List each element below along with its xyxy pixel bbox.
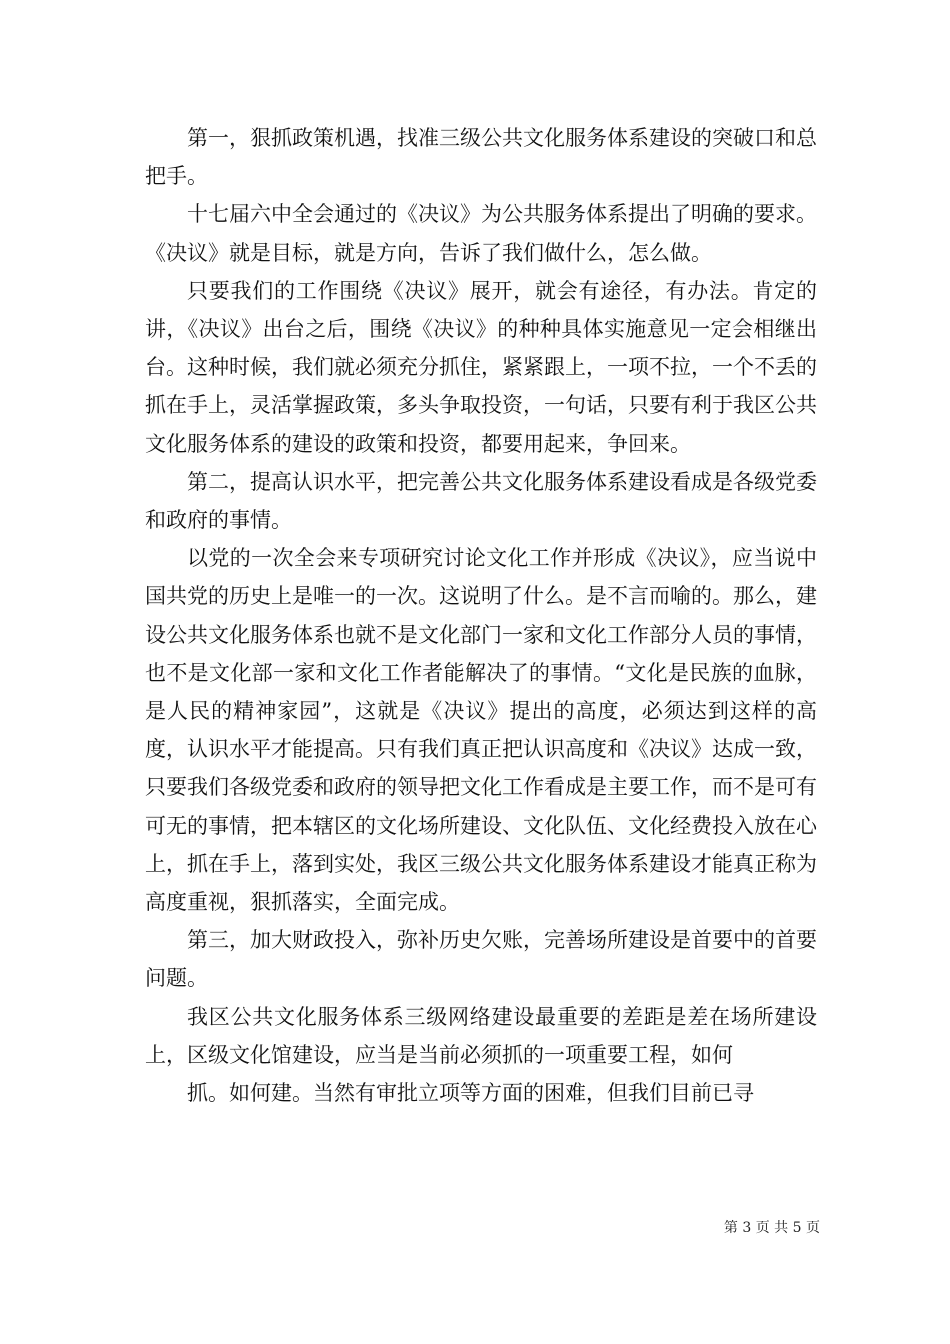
- paragraph-1: 第一，狠抓政策机遇，找准三级公共文化服务体系建设的突破口和总把手。: [145, 126, 817, 189]
- document-body: [145, 119, 817, 1112]
- paragraph-7: 我区公共文化服务体系三级网络建设最重要的差距是差在场所建设上，区级文化馆建设，应当是当前必须抓的一项重要工程，如何: [145, 1004, 817, 1067]
- paragraph-4: 第二，提高认识水平，把完善公共文化服务体系建设看成是各级党委和政府的事情。: [145, 469, 817, 533]
- page-indicator: 第 3 页 共 5 页: [723, 1220, 820, 1236]
- paragraph-2: 十七届六中全会通过的《决议》为公共服务体系提出了明确的要求。《决议》就是目标，就是方向，告诉了我们做什么，怎么做。: [145, 202, 817, 265]
- paragraph-6: 第三，加大财政投入，弥补历史欠账，完善场所建设是首要中的首要问题。: [145, 928, 817, 991]
- paragraph-3: 只要我们的工作围绕《决议》展开，就会有途径，有办法。肯定的讲，《决议》出台之后，围绕《决议》的种种具体实施意见一定会相继出台。这种时候，我们就必须充分抓住，紧紧跟上，一项不拉，一个不丢的抓在手上，灵活掌握政策，多头争取投资，一句话，只要有利于我区公共文化服务体系的建设的政策和投资，都要用起来，争回来。: [145, 278, 817, 456]
- paragraph-8: 抓。如何建。当然有审批立项等方面的困难，但我们目前已寻: [187, 1081, 754, 1106]
- paragraph-5: 以党的一次全会来专项研究讨论文化工作并形成《决议》，应当说中国共党的历史上是唯一的一次。这说明了什么。是不言而喻的。那么，建设公共文化服务体系也就不是文化部门一家和文化工作部分人员的事情，也不是文化部一家和文化工作者能解决了的事情。“文化是民族的血脉，是人民的精神家园”，这就是《决议》提出的高度，必须达到这样的高度，认识水平才能提高。只有我们真正把认识高度和《决议》达成一致，只要我们各级党委和政府的领导把文化工作看成是主要工作，而不是可有可无的事情，把本辖区的文化场所建设、文化队伍、文化经费投入放在心上，抓在手上，落到实处，我区三级公共文化服务体系建设才能真正称为高度重视，狠抓落实，全面完成。: [145, 546, 817, 915]
